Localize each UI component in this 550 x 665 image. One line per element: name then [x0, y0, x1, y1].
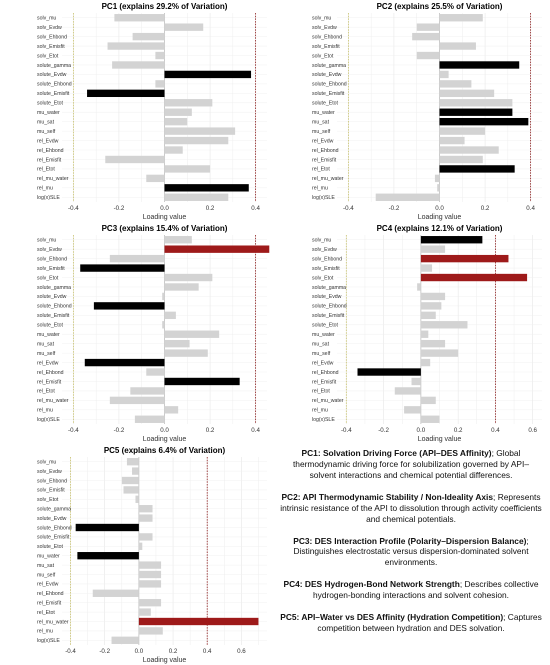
bar: [440, 118, 529, 125]
category-label: rel_Emisfit: [37, 157, 62, 164]
category-label: solute_Emisfit: [312, 91, 345, 98]
bar: [440, 14, 483, 21]
bar: [421, 416, 440, 423]
category-label: solute_Evdw: [37, 515, 67, 522]
bar: [165, 236, 192, 243]
x-tick-label: -0.2: [113, 427, 125, 434]
category-label: solv_Ehbond: [312, 34, 342, 41]
bar: [139, 561, 161, 568]
category-label: solv_Etot: [312, 53, 334, 60]
category-label: mu_sat: [37, 562, 55, 569]
bar: [421, 349, 458, 356]
category-label: mu_self: [37, 350, 56, 357]
category-label: solv_Ehbond: [37, 34, 67, 41]
x-tick-label: 0.4: [251, 427, 260, 434]
bar: [112, 637, 139, 644]
x-tick-label: -0.2: [378, 427, 389, 434]
bar: [165, 194, 229, 201]
category-label: rel_Ehbond: [37, 147, 64, 154]
bar: [440, 146, 499, 153]
bar: [417, 283, 421, 290]
x-tick-label: -0.2: [113, 205, 125, 212]
bar: [87, 90, 164, 97]
category-label: solv_Emisfit: [37, 265, 65, 272]
bar: [165, 312, 176, 319]
category-label: log(x)SLE: [312, 195, 335, 202]
bar: [404, 406, 421, 413]
x-axis-label: Loading value: [142, 214, 187, 221]
category-label: solute_Emisfit: [37, 534, 70, 541]
bar: [421, 236, 483, 243]
category-label: rel_Ehbond: [37, 369, 64, 376]
category-label: log(x)SLE: [312, 417, 335, 424]
category-label: solv_Evdw: [312, 24, 337, 31]
bar: [139, 618, 259, 625]
category-label: rel_Emisfit: [312, 379, 337, 386]
x-tick-label: -0.2: [99, 648, 111, 655]
category-label: solv_Evdw: [37, 246, 62, 253]
legend-heading: PC5: API–Water vs DES Affinity (Hydration Competition): [280, 612, 504, 623]
bar: [133, 33, 165, 40]
bar: [440, 71, 449, 78]
legend-item-pc3: [280, 536, 542, 569]
category-label: solute_Ehbond: [37, 525, 72, 532]
bar: [165, 109, 192, 116]
chart-title: PC5 (explains 6.4% of Variation): [103, 446, 226, 455]
bar: [421, 359, 430, 366]
category-label: solute_Emisfit: [37, 91, 70, 98]
bar: [421, 340, 445, 347]
legend-item-pc4: [280, 579, 542, 601]
bar: [139, 533, 153, 540]
bar: [421, 245, 445, 252]
category-label: rel_Etot: [312, 166, 330, 173]
pc-interpretation-legend: [280, 448, 542, 645]
category-label: rel_Ehbond: [37, 591, 64, 598]
x-tick-label: -0.4: [65, 648, 76, 655]
bar: [412, 33, 439, 40]
bar: [165, 99, 213, 106]
bar: [412, 378, 421, 385]
category-label: rel_mu: [37, 185, 53, 192]
category-label: rel_Evdw: [37, 360, 59, 367]
category-label: rel_Evdw: [37, 581, 59, 588]
category-label: rel_Etot: [37, 388, 55, 395]
bar: [110, 397, 165, 404]
category-label: rel_mu: [37, 407, 53, 414]
category-label: rel_mu_water: [312, 398, 344, 405]
category-label: solv_Etot: [37, 497, 59, 504]
bar: [110, 255, 165, 262]
category-label: solute_gamma: [312, 284, 347, 291]
category-label: solv_Emisfit: [37, 487, 65, 494]
category-label: rel_mu: [37, 628, 53, 635]
bar: [440, 165, 515, 172]
x-tick-label: -0.4: [68, 205, 79, 212]
category-label: mu_water: [312, 110, 335, 117]
bar: [440, 42, 476, 49]
category-label: mu_sat: [37, 119, 55, 126]
category-label: solv_Ehbond: [312, 256, 342, 263]
bar: [76, 524, 139, 531]
legend-body: ; Distinguishes electrostatic versus dispersion-dominated solvent environments.: [293, 535, 529, 568]
category-label: solv_Ehbond: [37, 478, 67, 485]
bar: [139, 627, 163, 634]
category-label: mu_water: [37, 110, 60, 117]
bar: [155, 52, 164, 59]
bar: [421, 312, 436, 319]
category-label: mu_self: [312, 350, 331, 357]
category-label: solv_Etot: [37, 275, 59, 282]
category-label: solv_mu: [37, 459, 57, 466]
category-label: solute_gamma: [37, 62, 72, 69]
chart-title: PC3 (explains 15.4% of Variation): [101, 224, 228, 233]
bar: [135, 496, 138, 503]
category-label: solv_Emisfit: [312, 265, 340, 272]
category-label: solute_Etot: [312, 322, 338, 329]
bar: [127, 458, 139, 465]
category-label: solv_mu: [37, 237, 57, 244]
category-label: rel_mu_water: [312, 176, 344, 183]
category-label: rel_mu_water: [37, 398, 69, 405]
bar: [421, 293, 445, 300]
bar: [421, 302, 442, 309]
x-tick-label: -0.4: [68, 427, 79, 434]
category-label: solute_Etot: [37, 322, 63, 329]
category-label: solv_Emisfit: [37, 43, 65, 50]
legend-heading: PC4: DES Hydrogen-Bond Network Strength: [283, 579, 460, 590]
bar: [395, 387, 421, 394]
bar: [165, 184, 249, 191]
bar: [358, 368, 421, 375]
bar: [165, 331, 220, 338]
bar: [165, 127, 236, 134]
category-label: solv_Etot: [312, 275, 334, 282]
bar: [135, 416, 165, 423]
category-label: mu_water: [37, 553, 60, 560]
category-label: solute_Ehbond: [312, 81, 347, 88]
bar: [155, 80, 164, 87]
bar: [139, 505, 153, 512]
category-label: solute_Ehbond: [37, 81, 72, 88]
category-label: solv_Evdw: [37, 468, 62, 475]
legend-item-pc5: [280, 612, 542, 634]
x-tick-label: -0.4: [343, 205, 354, 212]
category-label: rel_Emisfit: [37, 379, 62, 386]
bar: [435, 175, 440, 182]
category-label: solute_Evdw: [37, 294, 67, 301]
x-tick-label: 0.2: [205, 427, 215, 434]
category-label: solute_Evdw: [312, 72, 342, 79]
category-label: rel_Emisfit: [312, 157, 337, 164]
x-axis-label: Loading value: [142, 436, 187, 443]
category-label: solv_Etot: [37, 53, 59, 60]
bar: [165, 118, 188, 125]
category-label: solute_Evdw: [312, 294, 342, 301]
x-axis-label: Loading value: [142, 657, 187, 664]
x-tick-label: 0.0: [416, 427, 426, 434]
x-tick-label: 0.4: [526, 205, 535, 212]
legend-heading: PC3: DES Interaction Profile (Polarity–Dispersion Balance): [293, 535, 527, 546]
legend-item-pc2: [280, 492, 542, 525]
bar: [421, 331, 428, 338]
category-label: rel_Etot: [37, 166, 55, 173]
x-axis-label: Loading value: [417, 214, 462, 221]
bar: [139, 580, 161, 587]
bar: [80, 264, 164, 271]
bar: [165, 23, 204, 30]
bar: [165, 340, 190, 347]
category-label: solute_Etot: [37, 100, 63, 107]
chart-title: PC4 (explains 12.1% of Variation): [376, 224, 503, 233]
legend-item-pc1: [280, 448, 542, 481]
category-label: solute_gamma: [37, 506, 72, 513]
category-label: solute_gamma: [312, 62, 347, 69]
x-axis-label: Loading value: [417, 436, 462, 443]
bar: [440, 61, 520, 68]
bar: [132, 467, 139, 474]
bar: [108, 42, 165, 49]
bar: [440, 99, 513, 106]
bar: [440, 90, 495, 97]
category-label: rel_Etot: [37, 609, 55, 616]
category-label: rel_Etot: [312, 388, 330, 395]
category-label: solv_mu: [312, 237, 332, 244]
category-label: log(x)SLE: [37, 195, 60, 202]
category-label: solute_Ehbond: [312, 303, 347, 310]
bar: [94, 302, 165, 309]
bar: [146, 368, 164, 375]
bar: [139, 599, 161, 606]
bar: [440, 156, 483, 163]
bar: [93, 590, 139, 597]
x-tick-label: 0.0: [160, 427, 169, 434]
category-label: solute_Etot: [312, 100, 338, 107]
bar: [112, 61, 164, 68]
category-label: log(x)SLE: [37, 638, 60, 645]
pc4-chart: [275, 222, 550, 444]
category-label: rel_Emisfit: [37, 600, 62, 607]
category-label: rel_mu_water: [37, 619, 69, 626]
bar: [165, 137, 229, 144]
x-tick-label: 0.4: [251, 205, 260, 212]
bar: [417, 23, 440, 30]
category-label: rel_Evdw: [312, 360, 334, 367]
category-label: solute_Etot: [37, 544, 63, 551]
x-tick-label: 0.2: [480, 205, 490, 212]
x-tick-label: 0.4: [202, 648, 212, 655]
category-label: solv_Emisfit: [312, 43, 340, 50]
legend-body: ; Captures competition between hydration and DES solvation.: [317, 612, 542, 634]
category-label: mu_water: [37, 332, 60, 339]
category-label: solv_Evdw: [37, 24, 62, 31]
bar: [130, 387, 164, 394]
category-label: rel_Ehbond: [312, 147, 339, 154]
bar: [139, 571, 161, 578]
bar: [421, 255, 509, 262]
category-label: solv_mu: [37, 15, 57, 22]
bar: [162, 321, 164, 328]
x-tick-label: 0.2: [453, 427, 463, 434]
category-label: mu_sat: [37, 341, 55, 348]
x-tick-label: 0.2: [168, 648, 178, 655]
bar: [421, 274, 527, 281]
category-label: solv_mu: [312, 15, 332, 22]
category-label: solute_Emisfit: [312, 313, 345, 320]
category-label: mu_water: [312, 332, 335, 339]
legend-body: ; Global thermodynamic driving force for solubilization governed by API–solvent interactions and chemical potential differences.: [292, 448, 530, 480]
chart-title: PC2 (explains 25.5% of Variation): [376, 2, 503, 11]
bar: [165, 406, 179, 413]
category-label: mu_self: [37, 128, 56, 135]
category-label: rel_Evdw: [312, 138, 334, 145]
legend-body: ; Represents intrinsic resistance of the API to dissolution through activity coefficients and chemical potentials.: [280, 491, 542, 524]
category-label: rel_Evdw: [37, 138, 59, 145]
category-label: mu_sat: [312, 341, 330, 348]
x-tick-label: 0.6: [237, 648, 246, 655]
category-label: solute_Evdw: [37, 72, 67, 79]
bar: [139, 543, 142, 550]
bar: [165, 378, 240, 385]
category-label: log(x)SLE: [37, 417, 60, 424]
category-label: solv_Ehbond: [37, 256, 67, 263]
category-label: solv_Evdw: [312, 246, 337, 253]
bar: [139, 608, 151, 615]
chart-title: PC1 (explains 29.2% of Variation): [101, 2, 228, 11]
bar: [146, 175, 164, 182]
x-tick-label: -0.2: [388, 205, 400, 212]
category-label: rel_mu: [312, 185, 328, 192]
pc3-chart: [0, 222, 275, 444]
bar: [437, 184, 439, 191]
category-label: rel_Ehbond: [312, 369, 339, 376]
bar: [421, 321, 468, 328]
bar: [440, 127, 486, 134]
bar: [417, 52, 440, 59]
category-label: mu_self: [312, 128, 331, 135]
bar: [124, 486, 139, 493]
bar: [114, 14, 164, 21]
pc1-chart: [0, 0, 275, 222]
bar: [122, 477, 139, 484]
bar: [165, 245, 270, 252]
bar: [165, 349, 208, 356]
x-tick-label: 0.0: [160, 205, 169, 212]
bar: [421, 397, 436, 404]
x-tick-label: -0.4: [340, 427, 352, 434]
bar: [421, 264, 432, 271]
category-label: rel_mu_water: [37, 176, 69, 183]
bar: [440, 137, 465, 144]
bar: [165, 274, 213, 281]
bar: [105, 156, 164, 163]
x-tick-label: 0.2: [205, 205, 215, 212]
pc5-chart: [0, 444, 275, 665]
category-label: solute_gamma: [37, 284, 72, 291]
bar: [165, 165, 211, 172]
legend-heading: PC2: API Thermodynamic Stability / Non-Ideality Axis: [281, 491, 494, 502]
bar: [165, 283, 199, 290]
legend-body: ; Describes collective hydrogen-bonding interactions and solvent cohesion.: [312, 579, 539, 601]
x-tick-label: 0.0: [435, 205, 444, 212]
x-tick-label: 0.4: [491, 427, 500, 434]
bar: [139, 514, 153, 521]
bar: [376, 194, 440, 201]
bar: [165, 71, 252, 78]
bar: [165, 146, 183, 153]
bar: [162, 293, 164, 300]
x-tick-label: 0.0: [134, 648, 144, 655]
bar: [85, 359, 165, 366]
category-label: mu_self: [37, 572, 56, 579]
x-tick-label: 0.6: [528, 427, 537, 434]
category-label: solute_Emisfit: [37, 313, 70, 320]
category-label: mu_sat: [312, 119, 330, 126]
bar: [440, 109, 513, 116]
category-label: rel_mu: [312, 407, 328, 414]
legend-heading: PC1: Solvation Driving Force (API–DES Affinity): [301, 448, 492, 458]
bar: [77, 552, 139, 559]
bar: [440, 80, 472, 87]
pc2-chart: [275, 0, 550, 222]
category-label: solute_Ehbond: [37, 303, 72, 310]
